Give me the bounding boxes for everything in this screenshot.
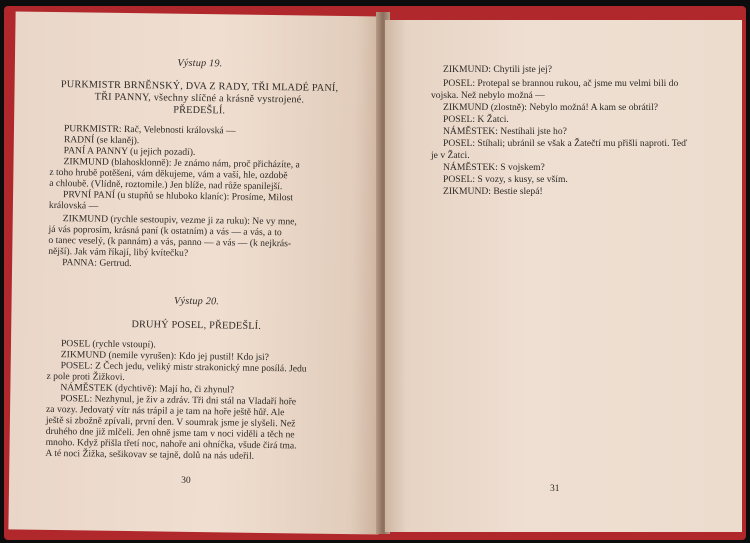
scene-19-heading-line: PURKMISTR BRNĚNSKÝ, DVA Z RADY, TŘI MLADÉ PANÍ,	[60, 79, 339, 94]
dialogue-line: POSEL (rychle vstoupí).	[60, 338, 156, 351]
scene-19-title: Výstup 19.	[177, 57, 223, 70]
page-number: 30	[181, 475, 191, 486]
dialogue-line: POSEL: Nezhynul, je živ a zdráv. Tři dni stál na Vladaří hoře	[60, 393, 297, 408]
dialogue-line: z pole proti Žižkovi.	[46, 370, 125, 384]
dialogue-line: ZIKMUND: Bestie slepá!	[443, 186, 543, 197]
dialogue-line: královská —	[48, 199, 99, 212]
dialogue-line: POSEL: Protepal se brannou rukou, ač jsme mu velmi bili do	[443, 78, 679, 89]
dialogue-line: já vás poprosím, krásná paní (k ostatním) a vás — a vás, a to	[48, 223, 282, 239]
dialogue-line: A té noci Žižka, sešikovav se tajně, dolů na nás udeřil.	[45, 447, 255, 462]
scene-20-heading: DRUHÝ POSEL, PŘEDEŠLÍ.	[131, 319, 262, 332]
dialogue-line: POSEL: K Žatci.	[443, 114, 509, 125]
scene-19-heading-line: PŘEDEŠLÍ.	[173, 104, 226, 117]
dialogue-line: POSEL: S vozy, s kusy, se vším.	[443, 174, 568, 185]
scene-19-heading-line: TŘI PANNY, všechny slíčné a krásně vystrojené.	[94, 91, 305, 106]
dialogue-line: o tanec veselý, (k pannám) a vás, panno — a vás — (k nejkrás-	[48, 234, 292, 250]
dialogue-line: z toho hrubě potěšeni, vám děkujeme, vám a vaší, hle, ozdobě	[49, 166, 288, 182]
dialogue-line: PRVNÍ PANÍ (u stupňů se hluboko klaníc): Prosíme, Milost	[63, 189, 294, 204]
dialogue-line: za vozy. Jedovatý vítr nás trápil a je tam na hoře ještě hůř. Ale	[46, 403, 285, 419]
dialogue-line: druhého dne již mlčeli. Jen ohně jsme tam v noci viděli a těch ne	[45, 425, 295, 441]
dialogue-line: PURKMISTR: Rač, Velebnosti královská —	[63, 123, 236, 137]
dialogue-line: PANÍ A PANNY (u jejich pozadí).	[63, 145, 196, 158]
dialogue-line: ještě si zbožně zpívali, první den. V soumrak jsme je slyšeli. Než	[45, 414, 296, 430]
dialogue-line: ZIKMUND (zlostně): Nebylo možná! A kam se obrátil?	[443, 102, 659, 113]
dialogue-line: RADNÍ (se klaněj).	[63, 134, 140, 147]
dialogue-line: vojska. Než nebylo možná —	[431, 90, 545, 101]
dialogue-line: je v Žatci.	[431, 150, 470, 161]
dialogue-line: ZIKMUND (nemile vyrušen): Kdo jej pustil! Kdo jsi?	[60, 349, 270, 364]
dialogue-line: NÁMĚSTEK: Nestíhali jste ho?	[443, 126, 567, 137]
dialogue-line: ZIKMUND (rychle sestoupiv, vezme ji za ruku): Ne vy mne,	[62, 213, 297, 228]
dialogue-line: NÁMĚSTEK: S vojskem?	[443, 162, 545, 173]
dialogue-line: a chloubě. (Vlídně, roztomile.) Jen blíže, nad růže spanilejší.	[49, 177, 283, 193]
dialogue-line: NÁMĚSTEK (dychtivě): Mají ho, či zhynul?	[60, 382, 235, 396]
dialogue-line: mnoho. Když přišla třetí noc, nahoře ani ohníčka, všude čirá tma.	[45, 436, 297, 452]
right-page	[385, 20, 742, 532]
dialogue-line: ZIKMUND: Chytili jste jej?	[443, 64, 552, 75]
dialogue-line: POSEL: Z Čech jedu, veliký mistr strakonický mne posílá. Jedu	[60, 360, 307, 375]
page-number: 31	[550, 484, 560, 494]
dialogue-line: ZIKMUND (blahosklonně): Je známo nám, proč přicházíte, a	[63, 156, 300, 171]
dialogue-line: nější). Jak vám říkají, libý kvítečku?	[48, 245, 189, 259]
left-page	[8, 11, 385, 534]
dialogue-line: PANNA: Gertrud.	[62, 257, 132, 270]
scene-20-title: Výstup 20.	[174, 295, 220, 308]
dialogue-line: POSEL: Stíhali; ubránil se však a Žatečtí mu přišli naproti. Teď	[443, 138, 688, 149]
